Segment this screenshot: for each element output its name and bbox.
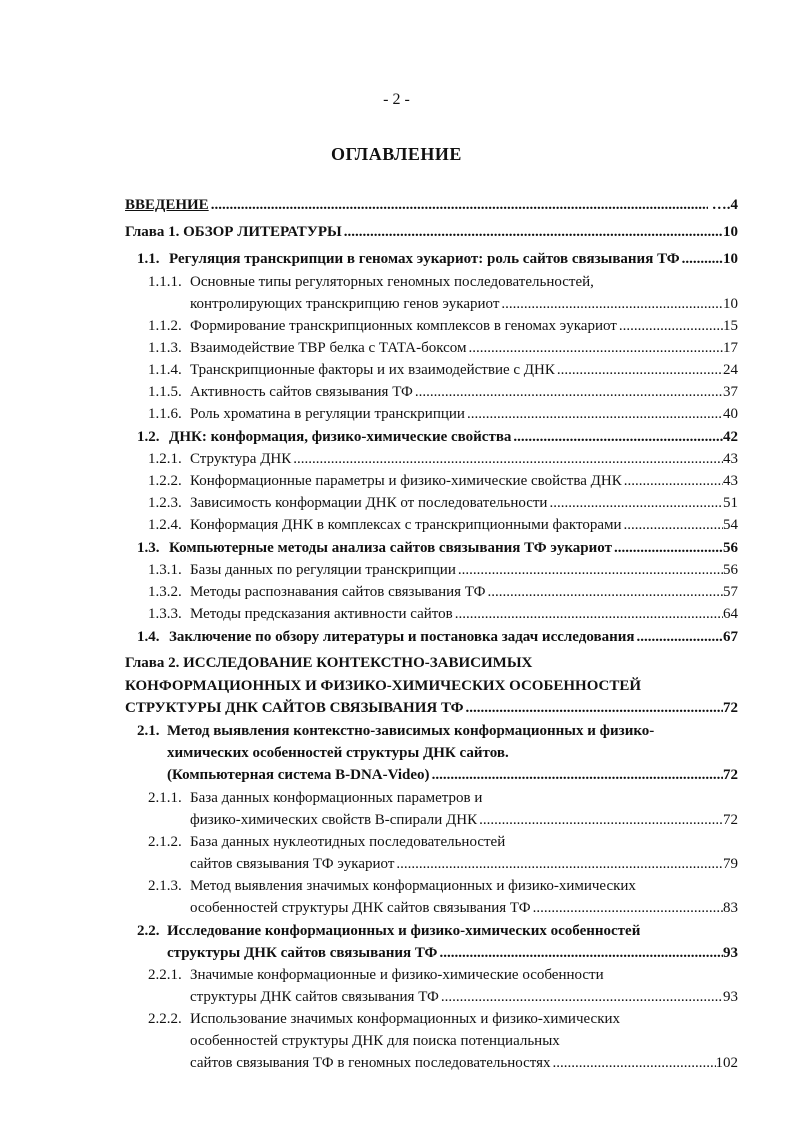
toc-entry-number: 2.1.1. — [148, 790, 182, 806]
toc-entry-number: 2.2.1. — [148, 967, 182, 983]
toc-entry-line — [148, 876, 636, 896]
toc-entry-text-cont: сайтов связывания ТФ эукариот — [190, 856, 395, 872]
toc-entry-page: 67 — [723, 629, 738, 645]
toc-entry-number: 1.2.3. — [148, 495, 182, 511]
toc-entry-text: Заключение по обзору литературы и постановка задач исследования — [169, 629, 635, 645]
toc-entry-number: 1.2.4. — [148, 517, 182, 533]
toc-entry-page: 64 — [723, 606, 738, 622]
toc-entry-page: 93 — [723, 945, 738, 961]
toc-entry-number: 1.2.2. — [148, 473, 182, 489]
toc-entry-text: Формирование транскрипционных комплексов в геномах эукариот — [190, 318, 617, 334]
toc-entry-number: 2.1.3. — [148, 878, 182, 894]
toc-leader — [624, 515, 723, 535]
toc-entry-page: 72 — [723, 767, 738, 783]
toc-entry-number: 1.1.6. — [148, 406, 182, 422]
toc-entry-page: 43 — [723, 451, 738, 467]
toc-leader — [211, 195, 708, 215]
toc-entry-page: ….4 — [711, 197, 738, 213]
toc-leader — [636, 627, 723, 647]
toc-entry[interactable] — [190, 898, 738, 918]
toc-entry-number: 1.4. — [137, 629, 160, 645]
toc-entry[interactable] — [148, 360, 738, 380]
toc-entry[interactable] — [190, 294, 738, 314]
toc-entry-line — [148, 788, 482, 808]
toc-entry-line — [148, 1009, 620, 1029]
toc-entry[interactable] — [190, 1053, 738, 1073]
toc-entry-page: 43 — [723, 473, 738, 489]
toc-entry-text-cont: структуры ДНК сайтов связывания ТФ — [167, 945, 438, 961]
toc-leader — [533, 898, 723, 918]
toc-entry-text: Регуляция транскрипции в геномах эукариот: роль сайтов связывания ТФ — [169, 251, 680, 267]
toc-entry-text: ДНК: конформация, физико-химические свойства — [169, 429, 512, 445]
toc-entry-text: Конформация ДНК в комплексах с транскрипционными факторами — [190, 517, 622, 533]
toc-leader — [624, 471, 723, 491]
toc-leader — [458, 560, 723, 580]
toc-entry[interactable] — [148, 582, 738, 602]
toc-entry[interactable] — [190, 810, 738, 830]
toc-entry-line — [148, 272, 594, 292]
toc-entry-page: 56 — [723, 540, 738, 556]
toc-entry[interactable] — [125, 222, 738, 242]
toc-entry-text: Базы данных по регуляции транскрипции — [190, 562, 456, 578]
toc-entry-page: 15 — [723, 318, 738, 334]
toc-entry-text-cont: контролирующих транскрипцию генов эукариот — [190, 296, 500, 312]
toc-entry-number: 1.1.1. — [148, 274, 182, 290]
toc-entry[interactable] — [137, 627, 738, 647]
toc-entry-text-cont: СТРУКТУРЫ ДНК САЙТОВ СВЯЗЫВАНИЯ ТФ — [125, 700, 464, 716]
toc-entry-page: 56 — [723, 562, 738, 578]
page-title: ОГЛАВЛЕНИЕ — [331, 144, 462, 164]
toc-leader — [467, 404, 723, 424]
toc-entry-text: Исследование конформационных и физико-химических особенностей — [167, 923, 641, 939]
toc-entry-line: особенностей структуры ДНК для поиска потенциальных — [190, 1033, 560, 1049]
toc-leader — [415, 382, 723, 402]
toc-entry[interactable] — [137, 249, 738, 269]
toc-entry[interactable] — [167, 765, 738, 785]
toc-entry-page: 10 — [723, 251, 738, 267]
toc-entry-number: 1.3. — [137, 540, 160, 556]
toc-entry-text: Компьютерные методы анализа сайтов связывания ТФ эукариот — [169, 540, 612, 556]
toc-entry[interactable] — [148, 604, 738, 624]
toc-entry[interactable] — [190, 854, 738, 874]
toc-entry-number: 1.3.1. — [148, 562, 182, 578]
toc-entry-page: 72 — [723, 812, 738, 828]
toc-entry[interactable] — [148, 449, 738, 469]
toc-entry-number: 1.1.3. — [148, 340, 182, 356]
toc-entry-text: Взаимодействие ТВР белка с ТАТА-боксом — [190, 340, 467, 356]
toc-entry-number: 1.2.1. — [148, 451, 182, 467]
toc-entry-number: 2.1. — [137, 723, 160, 739]
toc-entry[interactable] — [125, 195, 738, 215]
toc-entry-page: 37 — [723, 384, 738, 400]
toc-entry[interactable] — [137, 538, 738, 558]
toc-entry-number: 1.3.3. — [148, 606, 182, 622]
toc-entry-text: Роль хроматина в регуляции транскрипции — [190, 406, 465, 422]
toc-leader — [619, 316, 723, 336]
toc-leader — [344, 222, 723, 242]
toc-entry-text: Методы предсказания активности сайтов — [190, 606, 453, 622]
toc-entry[interactable] — [167, 943, 738, 963]
toc-entry-line — [137, 921, 640, 941]
toc-entry-text: Глава 1. ОБЗОР ЛИТЕРАТУРЫ — [125, 224, 342, 240]
toc-entry-number: 1.1.2. — [148, 318, 182, 334]
toc-leader — [466, 698, 723, 718]
toc-entry-page: 24 — [723, 362, 738, 378]
toc-leader — [455, 604, 723, 624]
toc-leader — [553, 1053, 716, 1073]
toc-entry-text: Использование значимых конформационных и физико-химических — [190, 1011, 621, 1027]
toc-leader — [557, 360, 723, 380]
toc-entry-text: Структура ДНК — [190, 451, 292, 467]
toc-leader — [396, 854, 723, 874]
toc-entry-text-cont: структуры ДНК сайтов связывания ТФ — [190, 989, 439, 1005]
toc-entry-text: Активность сайтов связывания ТФ — [190, 384, 413, 400]
toc-entry-page: 83 — [723, 900, 738, 916]
toc-entry-number: 1.2. — [137, 429, 160, 445]
toc-leader — [487, 582, 723, 602]
toc-entry-text-cont: физико-химических свойств В-спирали ДНК — [190, 812, 478, 828]
toc-entry[interactable] — [148, 316, 738, 336]
toc-entry-line: химических особенностей структуры ДНК сайтов. — [167, 745, 509, 761]
toc-entry-text: Основные типы регуляторных геномных последовательностей, — [190, 274, 594, 290]
toc-entry-number: 2.2.2. — [148, 1011, 182, 1027]
toc-entry-number: 2.1.2. — [148, 834, 182, 850]
toc-leader — [439, 943, 723, 963]
toc-entry[interactable] — [125, 698, 738, 718]
toc-entry-text: Методы распознавания сайтов связывания ТФ — [190, 584, 486, 600]
toc-entry[interactable] — [148, 493, 738, 513]
toc-entry-text: Транскрипционные факторы и их взаимодействие с ДНК — [190, 362, 555, 378]
page-number: - 2 - — [383, 91, 410, 108]
toc-entry-text: База данных нуклеотидных последовательностей — [190, 834, 506, 850]
toc-entry-page: 17 — [723, 340, 738, 356]
toc-entry-page: 57 — [723, 584, 738, 600]
toc-entry[interactable] — [137, 427, 738, 447]
toc-entry-text-cont: (Компьютерная система B-DNA-Video) — [167, 767, 430, 783]
toc-entry[interactable] — [148, 338, 738, 358]
toc-entry-page: 72 — [723, 700, 738, 716]
toc-leader — [479, 810, 723, 830]
toc-leader — [441, 987, 723, 1007]
toc-entry-text: Конформационные параметры и физико-химические свойства ДНК — [190, 473, 622, 489]
toc-entry-line: КОНФОРМАЦИОННЫХ И ФИЗИКО-ХИМИЧЕСКИХ ОСОБЕННОСТЕЙ — [125, 678, 642, 694]
toc-entry-page: 79 — [723, 856, 738, 872]
toc-entry[interactable] — [148, 382, 738, 402]
toc-entry-text: Метод выявления значимых конформационных и физико-химических — [190, 878, 636, 894]
toc-entry-number: 1.3.2. — [148, 584, 182, 600]
toc-entry[interactable] — [148, 471, 738, 491]
toc-entry-number: 1.1.5. — [148, 384, 182, 400]
toc-entry-number: 2.2. — [137, 923, 160, 939]
toc-entry-page: 10 — [723, 296, 738, 312]
toc-entry-text: ВВЕДЕНИЕ — [125, 197, 209, 213]
toc-entry[interactable] — [148, 515, 738, 535]
toc-entry-page: 40 — [723, 406, 738, 422]
toc-entry-text: Зависимость конформации ДНК от последовательности — [190, 495, 548, 511]
toc-entry-page: 42 — [723, 429, 738, 445]
toc-entry-line — [148, 832, 505, 852]
toc-entry-page: 93 — [723, 989, 738, 1005]
toc-entry-line: Глава 2. ИССЛЕДОВАНИЕ КОНТЕКСТНО-ЗАВИСИМЫХ — [125, 655, 533, 671]
toc-entry-line — [148, 965, 604, 985]
toc-entry-text-cont: сайтов связывания ТФ в геномных последовательностях — [190, 1055, 551, 1071]
toc-entry[interactable] — [148, 404, 738, 424]
toc-leader — [513, 427, 723, 447]
toc-entry-page: 10 — [723, 224, 738, 240]
toc-entry-text: Метод выявления контекстно-зависимых конформационных и физико- — [167, 723, 655, 739]
toc-leader — [501, 294, 723, 314]
toc-entry-text: База данных конформационных параметров и — [190, 790, 483, 806]
toc-entry-line — [137, 721, 654, 741]
toc-leader — [432, 765, 723, 785]
toc-entry-page: 102 — [715, 1055, 738, 1071]
toc-leader — [469, 338, 723, 358]
toc-entry-number: 1.1. — [137, 251, 160, 267]
toc-entry-number: 1.1.4. — [148, 362, 182, 378]
toc-entry[interactable] — [148, 560, 738, 580]
toc-leader — [293, 449, 723, 469]
toc-entry-text: Значимые конформационные и физико-химические особенности — [190, 967, 604, 983]
toc-leader — [614, 538, 723, 558]
toc-leader — [682, 249, 723, 269]
toc-entry-text-cont: особенностей структуры ДНК сайтов связывания ТФ — [190, 900, 531, 916]
toc-entry[interactable] — [190, 987, 738, 1007]
toc-entry-page: 51 — [723, 495, 738, 511]
toc-entry-page: 54 — [723, 517, 738, 533]
toc-leader — [549, 493, 723, 513]
